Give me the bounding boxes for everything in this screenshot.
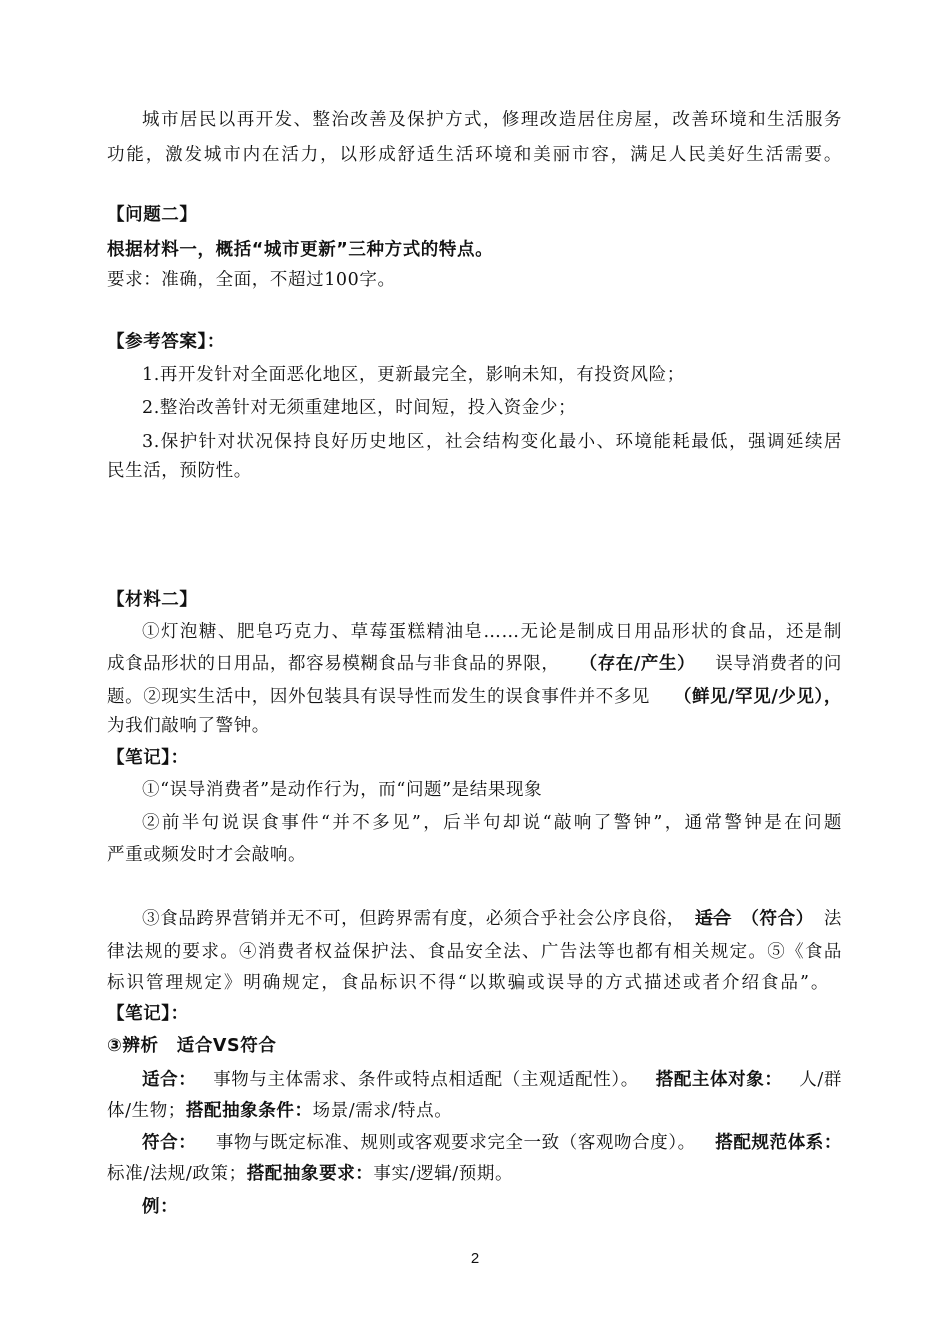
page-number: 2 — [470, 1250, 480, 1267]
answer-heading: 【参考答案】： — [107, 332, 225, 352]
intro-line-1: 城市居民以再开发、整治改善及保护方式，修理改造居住房屋，改善环境和生活服务 — [142, 110, 842, 130]
material2-line-1: ①灯泡糖、肥皂巧克力、草莓蛋糕精油皂……无论是制成日用品形状的食品，还是制 — [142, 622, 842, 642]
shihe-value-1: 人/群 — [799, 1070, 842, 1090]
notes1-heading: 【笔记】： — [107, 748, 189, 768]
fuhe-key-2: 搭配抽象要求： — [246, 1164, 374, 1184]
material2-heading: 【材料二】 — [107, 590, 198, 610]
material2b-correction: （符合） — [741, 909, 814, 929]
shihe-key-2: 搭配抽象条件： — [185, 1101, 313, 1121]
material2-line-3-text: 题。②现实生活中，因外包装具有误导性而发生的误食事件并不多见 — [107, 687, 650, 707]
notes2-fuhe-line-2 — [107, 1162, 513, 1186]
notes2-title: ③辨析 适合VS符合 — [107, 1036, 277, 1056]
fuhe-value-2: 事实/逻辑/预期。 — [373, 1164, 514, 1184]
fuhe-value-1: 标准/法规/政策； — [107, 1164, 247, 1184]
question2-requirement: 要求：准确，全面，不超过100字。 — [107, 270, 396, 290]
answer-item-3: 3.保护针对状况保持良好历史地区，社会结构变化最小、环境能耗最低，强调延续居 — [142, 432, 842, 452]
question2-prompt: 根据材料一，概括“城市更新”三种方式的特点。 — [107, 240, 494, 260]
answer-item-3-cont: 民生活，预防性。 — [107, 461, 252, 481]
shihe-value-2: 场景/需求/特点。 — [312, 1101, 453, 1121]
material2-line-2 — [107, 652, 842, 676]
material2b-line-2: 律法规的要求。④消费者权益保护法、食品安全法、广告法等也都有相关规定。⑤《食品 — [107, 942, 842, 962]
fuhe-definition: 事物与既定标准、规则或客观要求完全一致（客观吻合度）。 — [215, 1133, 696, 1153]
example-label: 例： — [142, 1197, 179, 1217]
answer-item-2: 2.整治改善针对无须重建地区，时间短，投入资金少； — [142, 398, 577, 418]
material2-choice-2: （鲜见/罕见/少见）， — [673, 687, 842, 707]
material2b-line-1-tail: 法 — [823, 909, 842, 929]
material2b-struck-word: 适合 — [695, 909, 732, 929]
shihe-value-1-cont: 体/生物； — [107, 1101, 186, 1121]
shihe-definition: 事物与主体需求、条件或特点相适配（主观适配性）。 — [213, 1070, 639, 1090]
material2-line-4: 为我们敲响了警钟。 — [107, 716, 270, 736]
notes1-item-1: ①“误导消费者”是动作行为，而“问题”是结果现象 — [142, 780, 543, 800]
notes2-fuhe-line-1 — [142, 1131, 842, 1155]
material2b-line-3: 标识管理规定》明确规定，食品标识不得“以欺骗或误导的方式描述或者介绍食品”。 — [107, 973, 829, 993]
material2-line-2-text: 成食品形状的日用品，都容易模糊食品与非食品的界限， — [107, 654, 560, 674]
shihe-key-1: 搭配主体对象： — [655, 1070, 783, 1090]
shihe-label: 适合： — [142, 1070, 197, 1090]
intro-line-2: 功能，激发城市内在活力，以形成舒适生活环境和美丽市容，满足人民美好生活需要。 — [107, 145, 842, 165]
fuhe-label: 符合： — [142, 1133, 197, 1153]
material2-line-3 — [107, 685, 842, 709]
material2b-line-1-text: ③食品跨界营销并无不可，但跨界需有度，必须合乎社会公序良俗， — [142, 909, 685, 929]
question2-heading: 【问题二】 — [107, 205, 198, 225]
material2b-line-1 — [142, 907, 842, 931]
answer-item-1: 1.再开发针对全面恶化地区，更新最完全，影响未知，有投资风险； — [142, 365, 685, 385]
notes2-shihe-line-2 — [107, 1099, 452, 1123]
notes1-item-2-cont: 严重或频发时才会敲响。 — [107, 845, 307, 865]
notes2-heading: 【笔记】： — [107, 1004, 189, 1024]
notes1-item-2: ②前半句说误食事件“并不多见”，后半句却说“敲响了警钟”，通常警钟是在问题 — [142, 813, 842, 833]
fuhe-key-1: 搭配规范体系： — [715, 1133, 842, 1153]
material2-choice-1: （存在/产生） — [579, 654, 696, 674]
notes2-shihe-line-1 — [142, 1068, 842, 1092]
material2-line-2-tail: 误导消费者的问 — [715, 654, 842, 674]
